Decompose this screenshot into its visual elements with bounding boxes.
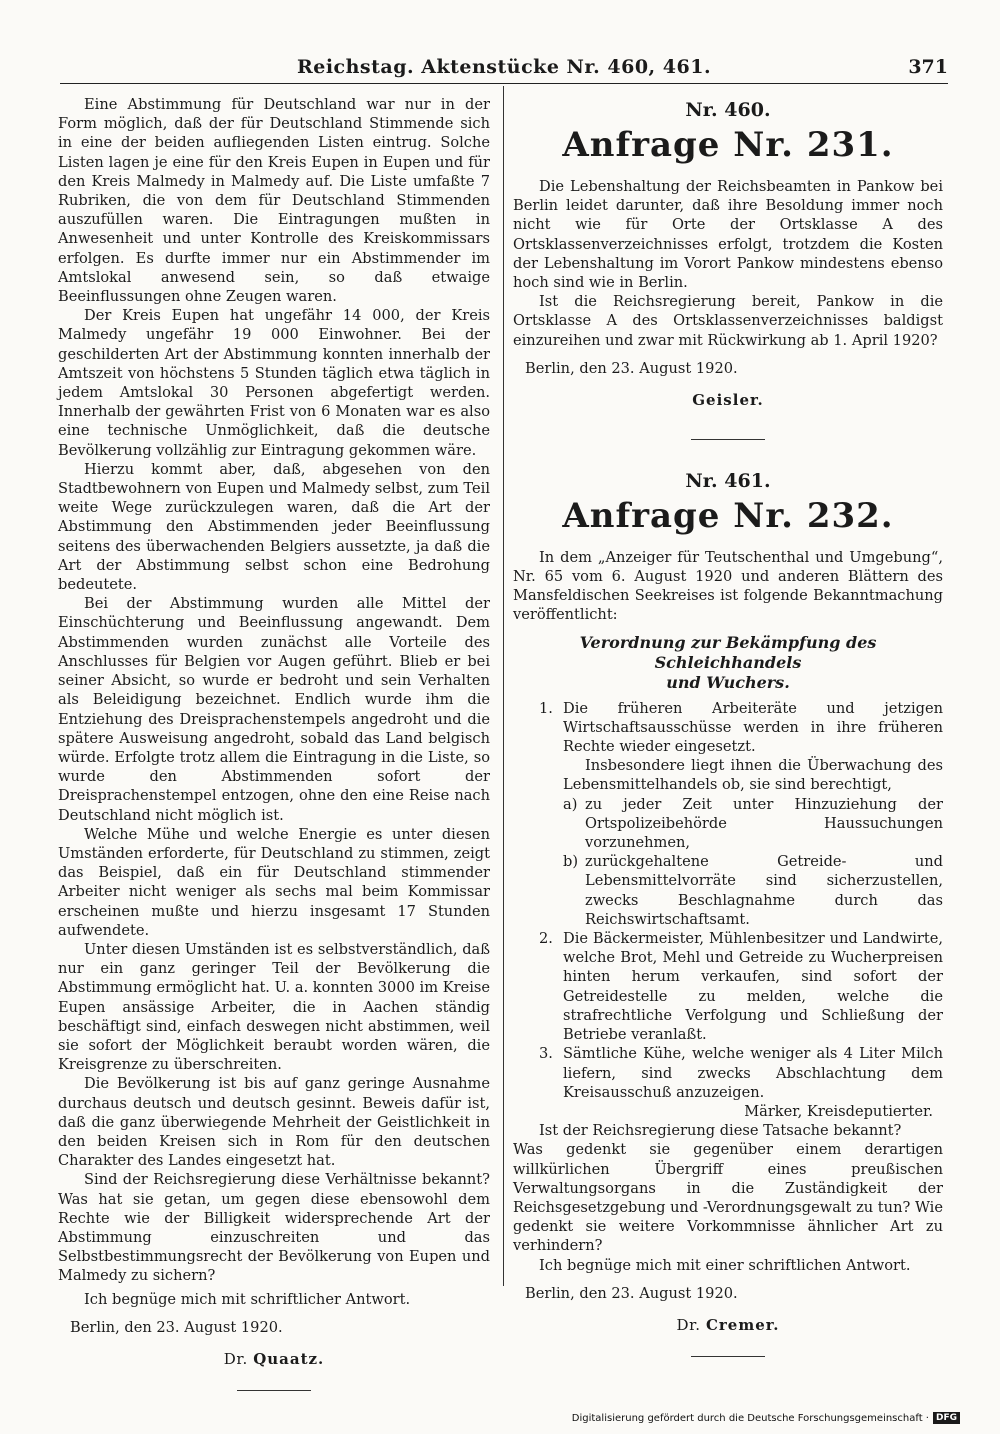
page-header bbox=[60, 56, 948, 86]
paragraph: Die Bevölkerung ist bis auf ganz geringe Ausnahme durchaus deutsch und deutsch gesinnt. Beweis dafür ist, daß die ganz überwiegende Mehrheit der Geistlichkeit in den beiden Kreisen sich in Rom für den deutschen Charakter des Landes eingesetzt hat. bbox=[58, 1075, 490, 1170]
list-item bbox=[513, 1044, 943, 1102]
section-rule bbox=[237, 1390, 311, 1391]
date-line: Berlin, den 23. August 1920. bbox=[70, 1318, 283, 1336]
inquiry-title: Anfrage Nr. 231. bbox=[562, 125, 894, 165]
signature bbox=[513, 391, 943, 409]
dfg-logo: DFG bbox=[933, 1412, 960, 1424]
paragraph: Ich begnüge mich mit schriftlicher Antwort. bbox=[84, 1290, 411, 1308]
signature-name: Geisler. bbox=[692, 390, 764, 409]
paragraph: Bei der Abstimmung wurden alle Mittel der Einschüchterung und Beeinflussung angewandt. Dem Abstimmenden wurden zunächst alle Vorteile des Anschlusses für Belgien vor Augen geführt. Blieb er bei seiner Absicht, so wurde er bedroht und sein Verhalten als Beleidigung bezeichnet. Endlich wurde ihm die Entziehung des Dreisprachenstempels angedroht und die spätere Ausweisung angedroht, sobald das Land belgisch würde. Erfolgte trotz allem die Eintragung in die Liste, so wurde den Abstimmenden sofort der Dreisprachenstempel entzogen, ohne den eine Reise nach Deutschland nicht möglich ist. bbox=[58, 595, 490, 824]
decree-title-line: Verordnung zur Bekämpfung des Schleichhandels bbox=[579, 632, 877, 672]
list-number: 1. bbox=[539, 699, 553, 717]
digitization-footer bbox=[572, 1412, 960, 1424]
signature-title: Dr. bbox=[223, 1349, 248, 1368]
paragraph: In dem „Anzeiger für Teutschenthal und Umgebung“, Nr. 65 vom 6. August 1920 und anderen Blättern des Mansfeldischen Seekreises ist folgende Bekanntmachung veröffentlicht: bbox=[513, 548, 943, 624]
signature-name: Cremer. bbox=[705, 1315, 780, 1334]
sub-item-text: zu jeder Zeit unter Hinzuziehung der Ortspolizeibehörde Haussuchungen vorzunehmen, bbox=[585, 795, 943, 852]
column-divider bbox=[503, 86, 504, 1286]
section-rule bbox=[691, 1356, 765, 1357]
list-item bbox=[513, 929, 943, 1044]
header-rule bbox=[60, 83, 948, 84]
document-number: Nr. 460. bbox=[685, 99, 771, 121]
paragraph: Der Kreis Eupen hat ungefähr 14 000, der Kreis Malmedy ungefähr 19 000 Einwohner. Bei der geschilderten Art der Abstimmung konnten innerhalb der Amtszeit von höchstens 5 Stunden täglich etwa täglich in jedem Amtslokal 30 Personen abgefertigt werden. Innerhalb der gewährten Frist von 6 Monaten war es also eine technische Unmöglichkeit, daß die deutsche Bevölkerung vollzählig zur Eintragung gekommen wäre. bbox=[58, 307, 490, 459]
list-number: 3. bbox=[539, 1045, 553, 1063]
sub-item bbox=[513, 795, 943, 853]
signature bbox=[58, 1350, 490, 1368]
paragraph: Ist der Reichsregierung diese Tatsache bekannt? bbox=[539, 1122, 902, 1140]
inquiry-title: Anfrage Nr. 232. bbox=[562, 495, 894, 536]
signature-title: Dr. bbox=[676, 1315, 701, 1334]
date-line: Berlin, den 23. August 1920. bbox=[525, 1284, 738, 1302]
paragraph: Die Lebenshaltung der Reichsbeamten in Pankow bei Berlin leidet darunter, daß ihre Besoldung immer noch nicht wie für Orte der Ortsklasse A des Ortsklassenverzeichnisses erfolgt, trotzdem die Kosten der Lebenshaltung im Vorort Pankow mindestens ebenso hoch sind wie in Berlin. bbox=[513, 178, 943, 292]
list-number: 2. bbox=[539, 930, 553, 948]
right-column bbox=[513, 95, 943, 1357]
paragraph: Ich begnüge mich mit einer schriftlichen Antwort. bbox=[539, 1256, 911, 1274]
document-number: Nr. 461. bbox=[685, 469, 771, 492]
signature bbox=[513, 1316, 943, 1334]
sub-item-label: b) bbox=[563, 853, 579, 871]
decree-title bbox=[513, 633, 943, 693]
list-text: Sämtliche Kühe, welche weniger als 4 Liter Milch liefern, sind zwecks Abschlachtung dem Kreisausschuß anzuzeigen. bbox=[563, 1045, 943, 1101]
decree-signatory: Märker, Kreisdeputierter. bbox=[744, 1102, 933, 1120]
section-rule bbox=[691, 439, 765, 440]
decree-title-line: und Wuchers. bbox=[666, 672, 790, 692]
list-text: Die Bäckermeister, Mühlenbesitzer und Landwirte, welche Brot, Mehl und Getreide zu Wucherpreisen hinten herum verkaufen, sind sofort der Getreidestelle zu melden, welche die strafrechtliche Verfolgung und Schließung der Betriebe veranlaßt. bbox=[563, 930, 943, 1044]
paragraph: Was gedenkt sie gegenüber einem derartigen willkürlichen Übergriff eines preußischen Verwaltungsorgans in die Zuständigkeit der Reichsgesetzgebung und -Verordnungsgewalt zu tun? Wie gedenkt sie weitere Vorkommnisse ähnlicher Art zu verhindern? bbox=[513, 1141, 943, 1255]
paragraph: Unter diesen Umständen ist es selbstverständlich, daß nur ein ganz geringer Teil der Bevölkerung die Abstimmung ermöglicht hat. U. a. konnten 3000 im Kreise Eupen ansässige Arbeiter, die in Aachen ständig beschäftigt sind, einfach deswegen nicht abstimmen, weil sie sofort der Möglichkeit beraubt worden wären, die Kreisgrenze zu überschreiten. bbox=[58, 940, 491, 1074]
date-line: Berlin, den 23. August 1920. bbox=[525, 359, 738, 377]
page-number: 371 bbox=[908, 56, 948, 78]
paragraph: Welche Mühe und welche Energie es unter diesen Umständen erforderte, für Deutschland zu stimmen, zeigt das Beispiel, daß ein für Deutschland stimmender Arbeiter nicht weniger als sechs mal beim Kommissar erscheinen mußte und hierzu insgesamt 17 Stunden aufwendete. bbox=[58, 825, 490, 939]
running-title: Reichstag. Aktenstücke Nr. 460, 461. bbox=[296, 56, 712, 78]
list-item bbox=[513, 699, 943, 757]
list-item-continuation: Insbesondere liegt ihnen die Überwachung des Lebensmittelhandels ob, sie sind berechtigt, bbox=[563, 757, 943, 794]
paragraph: Sind der Reichsregierung diese Verhältnisse bekannt? Was hat sie getan, um gegen diese ebensowohl dem Rechte wie der Billigkeit widersprechende Art der Abstimmung einzuschreiten und das Selbstbestimmungsrecht der Bevölkerung von Eupen und Malmedy zu sichern? bbox=[58, 1171, 490, 1285]
sub-item-text: zurückgehaltene Getreide- und Lebensmittelvorräte sind sicherzustellen, zwecks Beschlagnahme durch das Reichswirtschaftsamt. bbox=[585, 853, 943, 928]
footer-text: Digitalisierung gefördert durch die Deutsche Forschungsgemeinschaft · bbox=[571, 1412, 929, 1424]
sub-item-label: a) bbox=[563, 795, 578, 813]
paragraph: Hierzu kommt aber, daß, abgesehen von den Stadtbewohnern von Eupen und Malmedy selbst, zum Teil weite Wege zurückzulegen waren, daß die Art der Abstimmung den Abstimmenden jeder Beeinflussung seitens des überwachenden Belgiers aussetzte, ja daß die Art der Abstimmung selbst schon eine Bedrohung bedeutete. bbox=[58, 460, 490, 594]
signature-name: Quaatz. bbox=[253, 1349, 325, 1368]
sub-item bbox=[513, 852, 943, 929]
left-column bbox=[58, 95, 490, 1391]
paragraph: Eine Abstimmung für Deutschland war nur in der Form möglich, daß der für Deutschland Stimmende sich in eine der beiden aufliegenden Listen eintrug. Solche Listen lagen je eine für den Kreis Eupen in Eupen und für den Kreis Malmedy in Malmedy auf. Die Liste umfaßte 7 Rubriken, die von dem für Deutschland Stimmenden auszufüllen waren. Die Eintragungen mußten in Anwesenheit und unter Kontrolle des Kreiskommissars erfolgen. Es durfte immer nur ein Abstimmender im Amtslokal anwesend sein, so daß etwaige Beeinflussungen ohne Zeugen waren. bbox=[58, 96, 490, 306]
paragraph: Ist die Reichsregierung bereit, Pankow in die Ortsklasse A des Ortsklassenverzeichnisses baldigst einzureihen und zwar mit Rückwirkung ab 1. April 1920? bbox=[513, 293, 943, 349]
list-text: Die früheren Arbeiteräte und jetzigen Wirtschaftsausschüsse werden in ihre früheren Rechte wieder eingesetzt. bbox=[563, 699, 943, 756]
